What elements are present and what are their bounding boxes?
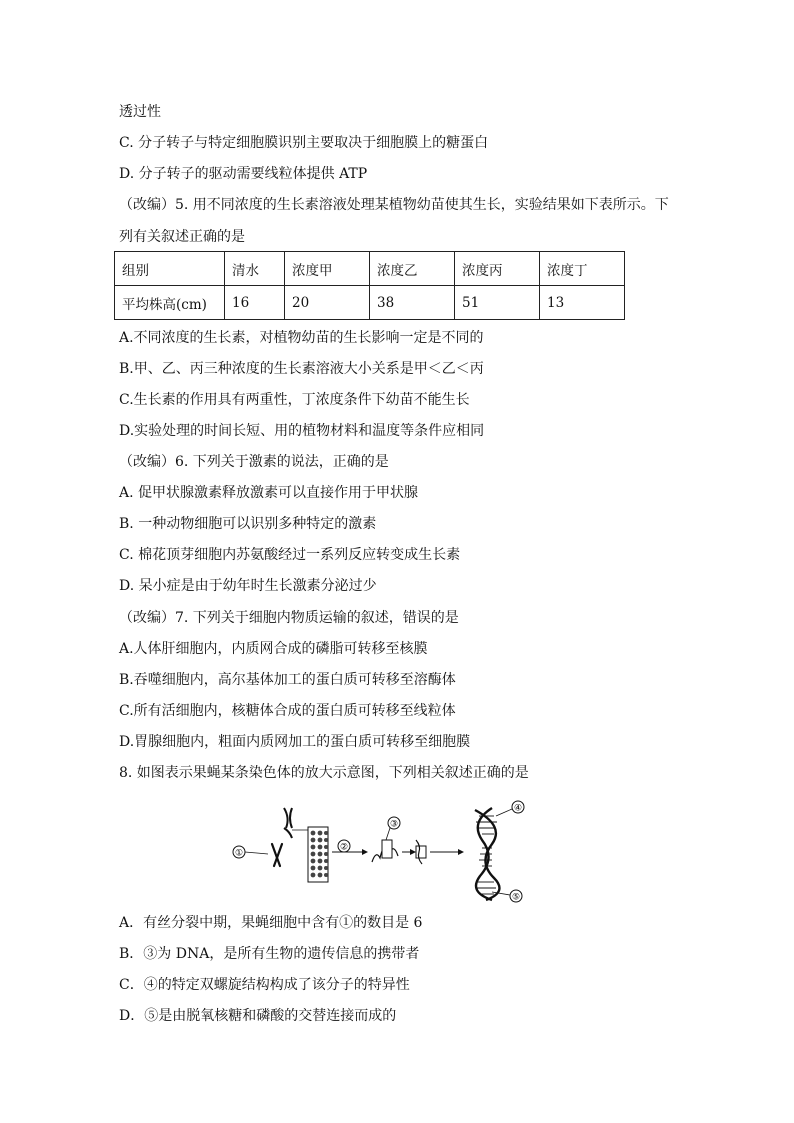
chromosome-large xyxy=(284,808,292,838)
table-cell: 51 xyxy=(455,286,540,320)
table-cell: 20 xyxy=(285,286,370,320)
table-header-row xyxy=(115,252,625,286)
q5-option-a: A.不同浓度的生长素，对植物幼苗的生长影响一定是不同的 xyxy=(119,330,484,346)
table-header-cell: 浓度丁 xyxy=(540,252,625,286)
q8-stem: 8. 如图表示果蝇某条染色体的放大示意图，下列相关叙述正确的是 xyxy=(119,765,529,781)
q5-stem-line2: 列有关叙述正确的是 xyxy=(119,229,245,245)
table-header-cell: 组别 xyxy=(115,252,225,286)
q5-option-d: D.实验处理的时间长短、用的植物材料和温度等条件应相同 xyxy=(119,423,485,439)
table-cell: 16 xyxy=(225,286,285,320)
q7-option-a: A.人体肝细胞内，内质网合成的磷脂可转移至核膜 xyxy=(119,641,428,657)
label-5: ⑤ xyxy=(511,892,521,903)
table-cell: 平均株高(cm) xyxy=(115,286,225,320)
chromosome-dna-diagram xyxy=(230,800,530,904)
q4-option-c: C. 分子转子与特定细胞膜识别主要取决于细胞膜上的糖蛋白 xyxy=(119,135,489,151)
table-header-cell: 清水 xyxy=(225,252,285,286)
q8-option-c: C．④的特定双螺旋结构构成了该分子的特异性 xyxy=(119,977,410,993)
q4-option-d: D. 分子转子的驱动需要线粒体提供 ATP xyxy=(119,166,368,182)
q5-option-c: C.生长素的作用具有两重性，丁浓度条件下幼苗不能生长 xyxy=(119,392,470,408)
q6-stem: （改编）6. 下列关于激素的说法，正确的是 xyxy=(119,454,389,470)
q7-option-d: D.胃腺细胞内，粗面内质网加工的蛋白质可转移至细胞膜 xyxy=(119,734,471,750)
q8-option-b: B．③为 DNA，是所有生物的遗传信息的携带者 xyxy=(119,946,420,962)
chromosome-small xyxy=(272,844,282,866)
table-cell: 38 xyxy=(370,286,455,320)
table-cell: 13 xyxy=(540,286,625,320)
q6-option-b: B. 一种动物细胞可以识别多种特定的激素 xyxy=(119,516,377,532)
q6-option-c: C. 棉花顶芽细胞内苏氨酸经过一系列反应转变成生长素 xyxy=(119,547,461,563)
q7-option-c: C.所有活细胞内，核糖体合成的蛋白质可转移至线粒体 xyxy=(119,703,456,719)
table-header-cell: 浓度甲 xyxy=(285,252,370,286)
q5-option-b: B.甲、乙、丙三种浓度的生长素溶液大小关系是甲＜乙＜丙 xyxy=(119,361,484,377)
q4-text-tail: 透过性 xyxy=(119,104,161,120)
q7-option-b: B.吞噬细胞内，高尔基体加工的蛋白质可转移至溶酶体 xyxy=(119,672,456,688)
label-1: ① xyxy=(234,848,244,859)
table-row xyxy=(115,286,625,320)
label-2: ② xyxy=(339,842,349,853)
table-header-cell: 浓度丙 xyxy=(455,252,540,286)
growth-table xyxy=(114,251,625,320)
label-3: ③ xyxy=(389,819,399,830)
q6-option-d: D. 呆小症是由于幼年时生长激素分泌过少 xyxy=(119,578,377,594)
q8-option-d: D．⑤是由脱氧核糖和磷酸的交替连接而成的 xyxy=(119,1008,397,1024)
q6-option-a: A. 促甲状腺激素释放激素可以直接作用于甲状腺 xyxy=(119,485,419,501)
q5-stem-line1: （改编）5. 用不同浓度的生长素溶液处理某植物幼苗使其生长，实验结果如下表所示。下 xyxy=(119,197,669,213)
q7-stem: （改编）7. 下列关于细胞内物质运输的叙述，错误的是 xyxy=(119,610,459,626)
table-header-cell: 浓度乙 xyxy=(370,252,455,286)
q8-option-a: A．有丝分裂中期，果蝇细胞中含有①的数目是 6 xyxy=(119,915,423,931)
label-4: ④ xyxy=(513,803,523,814)
